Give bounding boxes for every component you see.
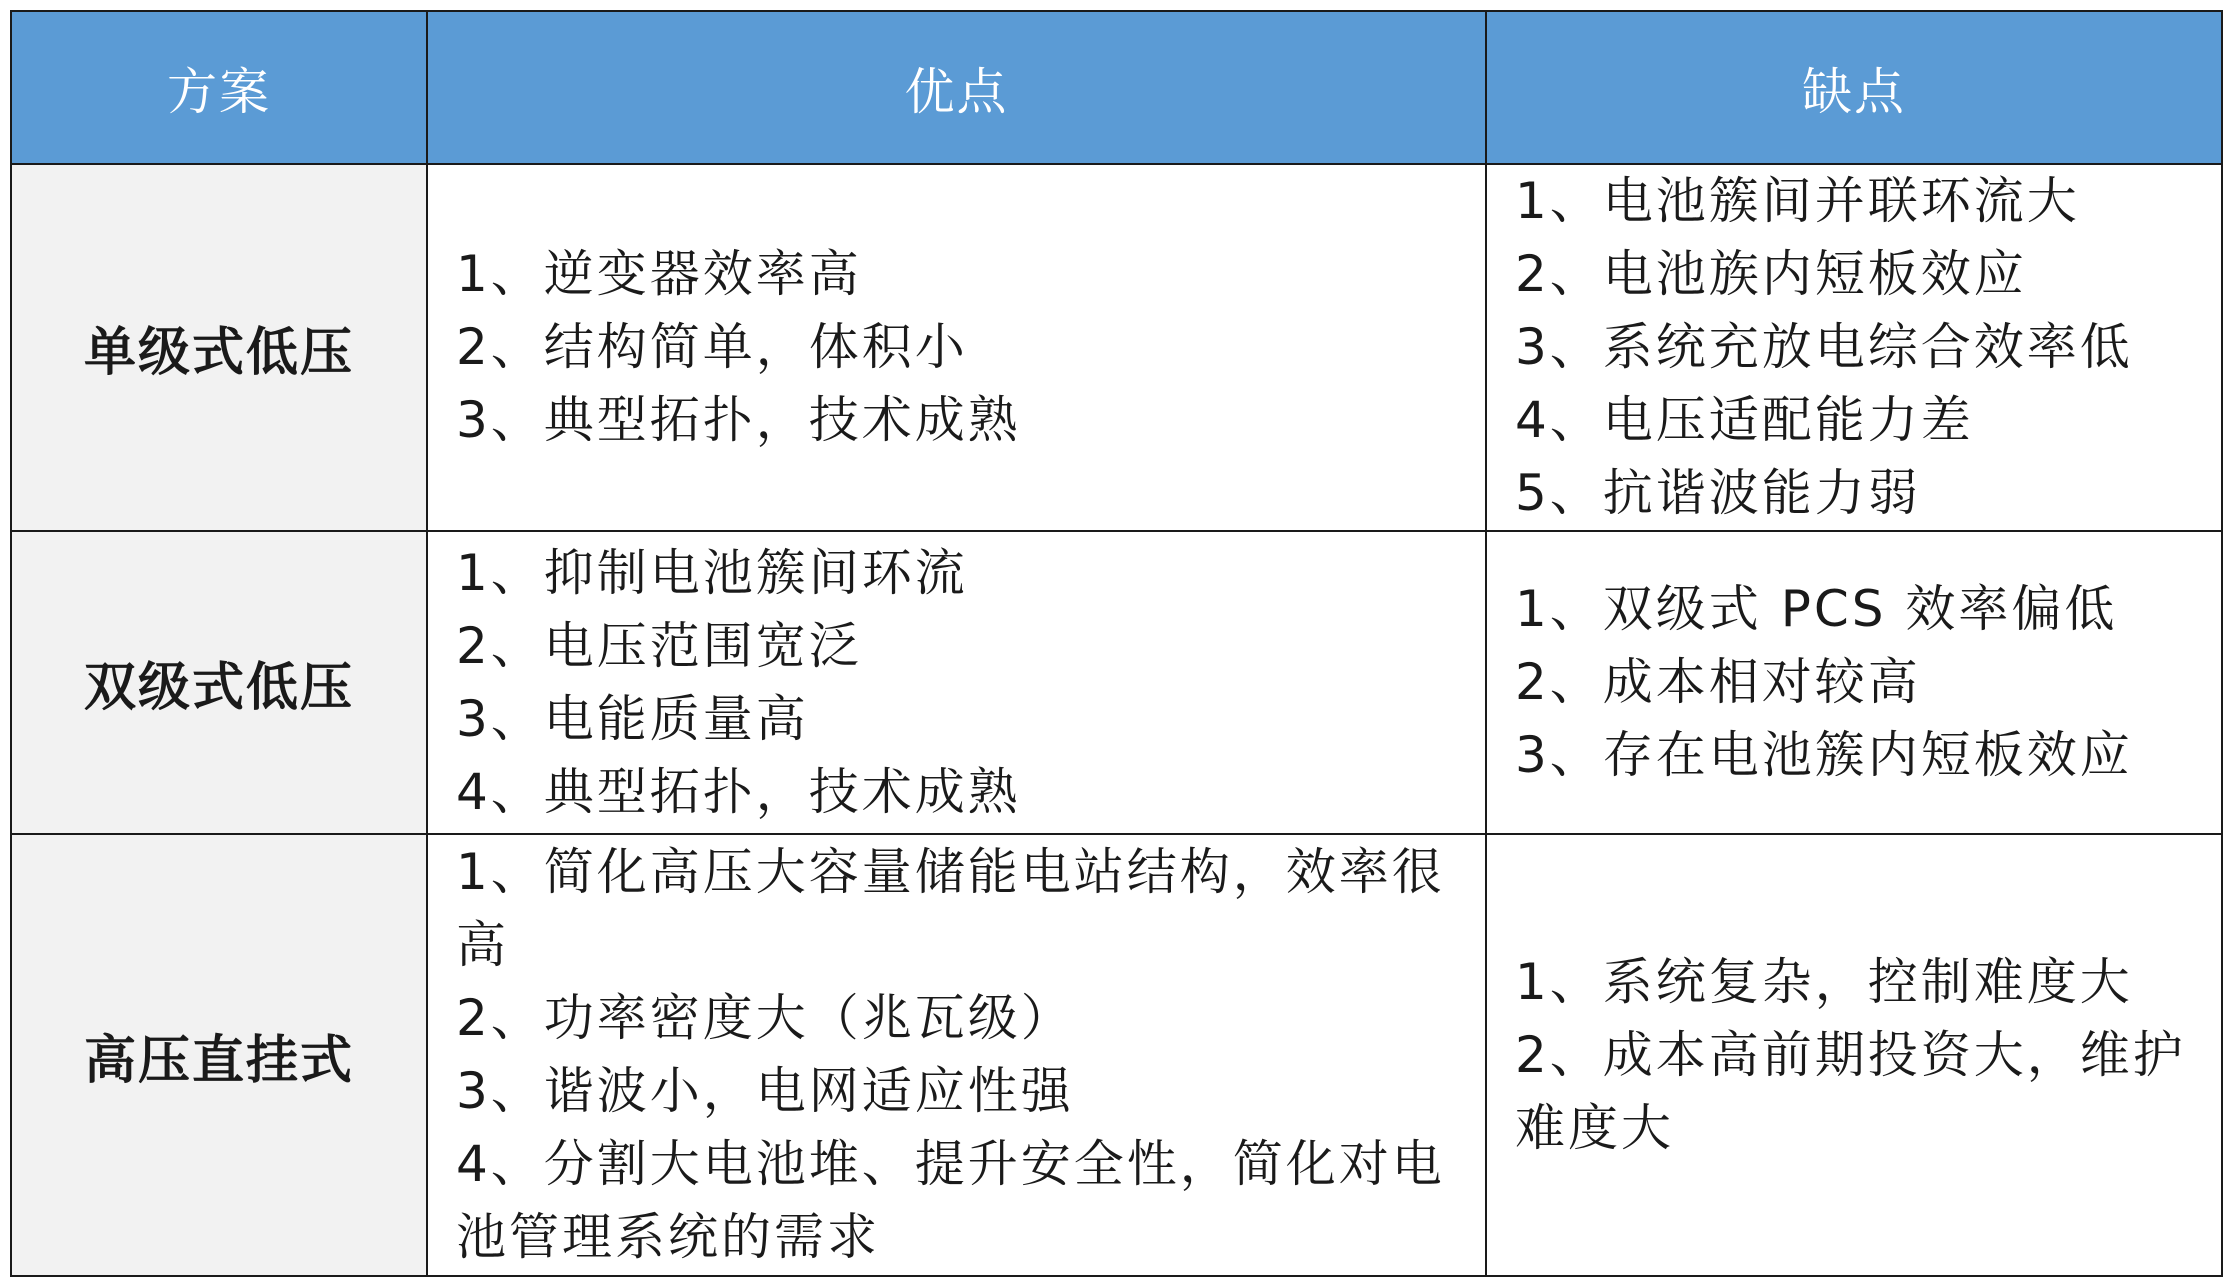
cons-list [1487,946,2221,1165]
scheme-cell: 单级式低压 [11,164,427,531]
list-item: 2、结构简单，体积小 [456,318,968,376]
scheme-cell: 双级式低压 [11,531,427,834]
list-item: 3、典型拓扑，技术成熟 [456,391,1021,449]
pros-cell [427,164,1486,531]
list-item: 1、抑制电池簇间环流 [456,543,968,602]
list-item: 2、成本高前期投资大，维护难度大 [1515,1025,2186,1157]
list-item: 1、双级式 PCS 效率偏低 [1515,580,2118,638]
header-scheme: 方案 [11,11,427,164]
pros-list [428,537,1485,829]
header-pros: 优点 [427,11,1486,164]
list-item: 1、简化高压大容量储能电站结构，效率很高 [456,843,1445,974]
table-row [11,164,2222,531]
pros-cell [427,531,1486,834]
table-row [11,834,2222,1276]
scheme-cell: 高压直挂式 [11,834,427,1276]
comparison-table [10,10,2223,1277]
list-item: 5、抗谐波能力弱 [1515,464,1921,522]
cons-list [1487,573,2221,792]
list-item: 1、电池簇间并联环流大 [1515,172,2080,230]
header-row [11,11,2222,164]
list-item: 3、存在电池簇内短板效应 [1515,726,2133,784]
table-header [11,11,2222,164]
list-item: 1、逆变器效率高 [456,245,862,303]
list-item: 4、典型拓扑，技术成熟 [456,762,1021,821]
list-item: 2、功率密度大（兆瓦级） [456,989,1074,1047]
cons-list [1487,165,2221,530]
table-body [11,164,2222,1276]
pros-cell [427,834,1486,1276]
list-item: 3、系统充放电综合效率低 [1515,318,2133,376]
list-item: 1、系统复杂，控制难度大 [1515,952,2133,1011]
list-item: 4、电压适配能力差 [1515,391,1974,449]
cons-cell [1486,834,2222,1276]
cons-cell [1486,164,2222,531]
list-item: 3、谐波小，电网适应性强 [456,1062,1074,1120]
list-item: 2、成本相对较高 [1515,653,1921,711]
cons-cell [1486,531,2222,834]
pros-list [428,238,1485,457]
table-row [11,531,2222,834]
list-item: 2、电池族内短板效应 [1515,245,2027,303]
header-cons: 缺点 [1486,11,2222,164]
pros-list [428,836,1485,1274]
list-item: 3、电能质量高 [456,689,809,748]
list-item: 4、分割大电池堆、提升安全性，简化对电池管理系统的需求 [456,1135,1445,1266]
list-item: 2、电压范围宽泛 [456,616,862,675]
